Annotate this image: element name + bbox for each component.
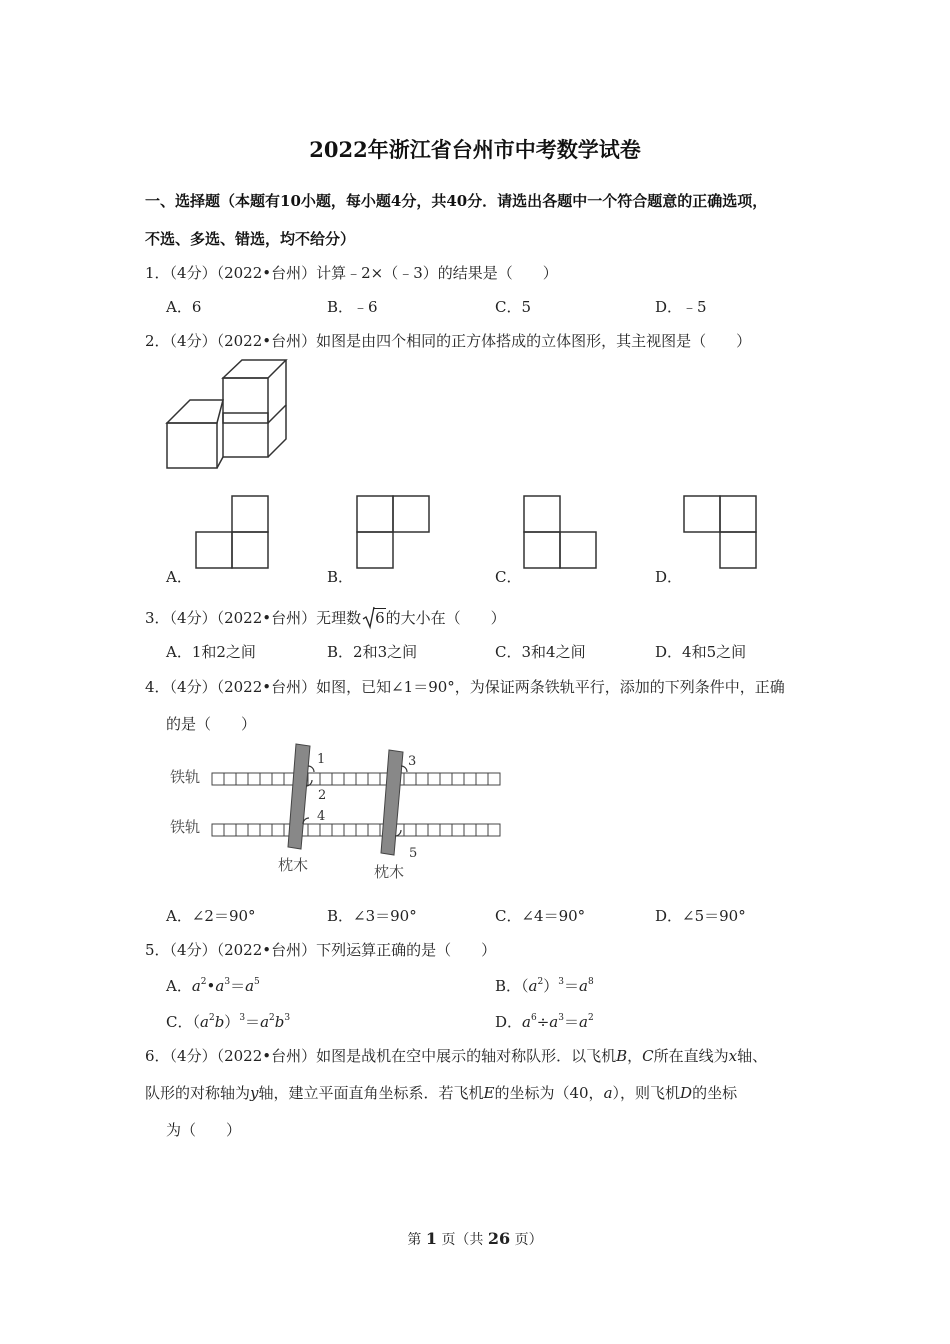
q3-stem-after: 的大小在（ ） [385, 609, 506, 627]
question-5-stem: 5．（4分）（2022•台州）下列运算正确的是（ ） [145, 941, 497, 959]
q5-option-c: C．$(a^2b)^3=a^2b^3$ [166, 1013, 291, 1031]
question-6-stem-line2: 队形的对称轴为y轴，建立平面直角坐标系．若飞机E的坐标为（40，a），则飞机D的坐标 [145, 1084, 738, 1102]
question-3-stem [145, 607, 506, 628]
question-1-stem: 1．（4分）（2022•台州）计算﹣2×（﹣3）的结果是（ ） [145, 264, 558, 282]
page-number: 1 [425, 1229, 437, 1248]
q4-railway-figure [160, 738, 510, 888]
q3-option-a: A．1和2之间 [166, 643, 256, 661]
q4-option-b: B．∠3＝90° [327, 907, 417, 925]
question-6-stem-line1: 6．（4分）（2022•台州）如图是战机在空中展示的轴对称队形．以飞机B，C所在直线为x轴、 [145, 1047, 768, 1065]
page-title: 2022年浙江省台州市中考数学试卷 [309, 137, 641, 162]
q1-option-a: A．6 [166, 298, 202, 316]
q3-option-c: C．3和4之间 [495, 643, 586, 661]
q2-option-d-figure [683, 494, 759, 570]
question-2-stem: 2．（4分）（2022•台州）如图是由四个相同的正方体搭成的立体图形，其主视图是（ ） [145, 332, 752, 350]
q1-option-b: B．﹣6 [327, 298, 378, 316]
q4-option-a: A．∠2＝90° [166, 907, 256, 925]
q4-angle-label-3: 3 [408, 754, 417, 769]
q4-angle-label-4: 4 [317, 809, 326, 824]
q3-sqrt [363, 609, 386, 627]
q2-option-a-figure [195, 494, 271, 570]
section-heading-line2: 不选、多选、错选，均不给分） [145, 230, 356, 248]
q2-option-d: D． [655, 568, 683, 586]
q3-option-d: D．4和5之间 [655, 643, 747, 661]
q2-cube-figure [160, 356, 290, 474]
q5-option-d: D．$a^6\div a^3=a^2$ [495, 1013, 594, 1031]
q2-option-b-figure [356, 494, 432, 570]
q4-angle-label-2: 2 [318, 788, 327, 803]
q3-radicand: 6 [375, 609, 385, 627]
question-4-stem-line2: 的是（ ） [166, 715, 257, 733]
q2-option-c: C． [495, 568, 522, 586]
q5-option-a: A．$a^2•a^3=a^5$ [166, 977, 260, 995]
q4-sleeper-label-left: 枕木 [278, 856, 309, 874]
q1-option-c: C．5 [495, 298, 532, 316]
q3-option-b: B．2和3之间 [327, 643, 418, 661]
q2-option-a: A． [166, 568, 192, 586]
question-4-stem-line1: 4．（4分）（2022•台州）如图，已知∠1＝90°，为保证两条铁轨平行，添加的下列条件中，正确 [145, 678, 785, 696]
question-6-stem-line3: 为（ ） [166, 1121, 242, 1139]
page-total: 26 [487, 1229, 511, 1248]
q3-stem-before: 3．（4分）（2022•台州）无理数 [145, 609, 362, 627]
q4-sleeper-label-right: 枕木 [374, 863, 405, 881]
q2-option-c-figure [523, 494, 599, 570]
q5-option-b: B．$(a^2)^3=a^8$ [495, 977, 594, 995]
q4-angle-label-5: 5 [409, 846, 418, 861]
q4-option-d: D．∠5＝90° [655, 907, 746, 925]
q4-rail-label-bottom: 铁轨 [170, 818, 201, 836]
q1-option-d: D．﹣5 [655, 298, 707, 316]
page-footer: 第 1 页（共 26 页） [407, 1229, 543, 1248]
q4-angle-label-1: 1 [317, 752, 326, 767]
section-heading-line1: 一、选择题（本题有10小题，每小题4分，共40分．请选出各题中一个符合题意的正确选项， [145, 192, 768, 210]
q4-rail-label-top: 铁轨 [170, 768, 201, 786]
q2-option-b: B． [327, 568, 354, 586]
q4-option-c: C．∠4＝90° [495, 907, 586, 925]
